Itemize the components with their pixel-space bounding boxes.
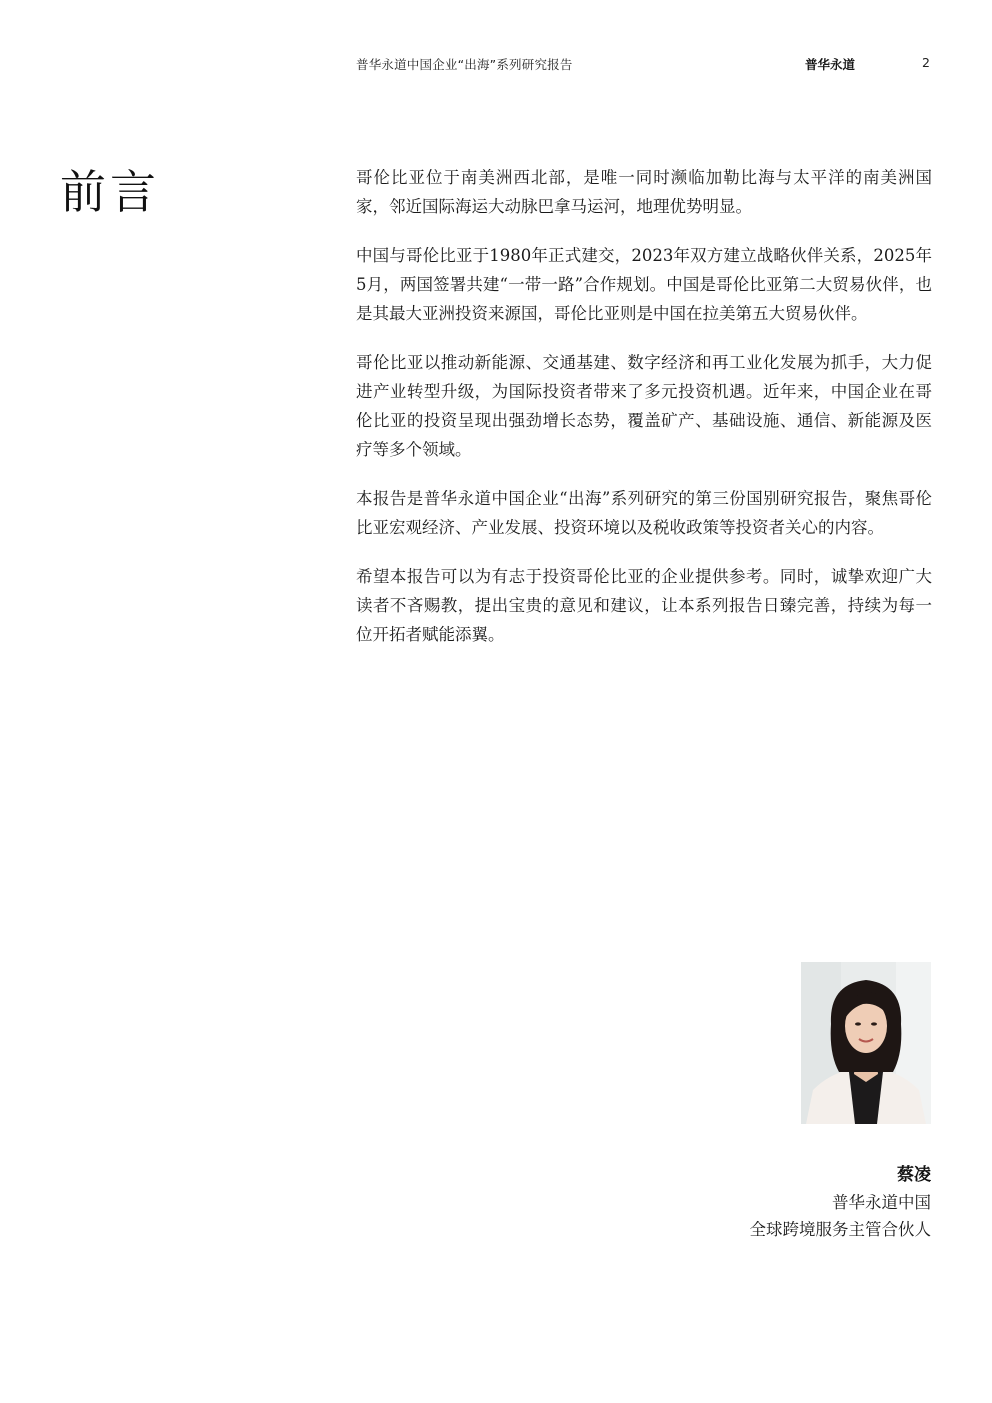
header-series-title: 普华永道中国企业“出海”系列研究报告 xyxy=(356,57,573,72)
author-portrait xyxy=(801,962,931,1124)
signatory-name: 蔡凌 xyxy=(897,1165,931,1185)
signatory-organization: 普华永道中国 xyxy=(832,1193,931,1212)
signature-block xyxy=(560,1162,931,1243)
paragraph-opportunities: 哥伦比亚以推动新能源、交通基建、数字经济和再工业化发展为抓手，大力促进产业转型升级，为国际投资者带来了多元投资机遇。近年来，中国企业在哥伦比亚的投资呈现出强劲增长态势，覆盖矿产、基础设施、通信、新能源及医疗等多个领域。 xyxy=(356,353,932,459)
paragraph-closing: 希望本报告可以为有志于投资哥伦比亚的企业提供参考。同时，诚挚欢迎广大读者不吝赐教，提出宝贵的意见和建议，让本系列报告日臻完善，持续为每一位开拓者赋能添翼。 xyxy=(356,567,932,644)
signatory-role: 全球跨境服务主管合伙人 xyxy=(749,1220,931,1239)
paragraph-relations: 中国与哥伦比亚于1980年正式建交，2023年双方建立战略伙伴关系，2025年5月，两国签署共建“一带一路”合作规划。中国是哥伦比亚第二大贸易伙伴，也是其最大亚洲投资来源国，哥伦比亚则是中国在拉美第五大贸易伙伴。 xyxy=(356,246,932,323)
page-number: 2 xyxy=(922,55,930,70)
page-title: 前言 xyxy=(60,165,160,219)
paragraph-intro: 哥伦比亚位于南美洲西北部，是唯一同时濒临加勒比海与太平洋的南美洲国家，邻近国际海运大动脉巴拿马运河，地理优势明显。 xyxy=(356,168,932,216)
paragraph-report-scope: 本报告是普华永道中国企业“出海”系列研究的第三份国别研究报告，聚焦哥伦比亚宏观经济、产业发展、投资环境以及税收政策等投资者关心的内容。 xyxy=(356,489,932,537)
header-brand-logo: 普华永道 xyxy=(805,57,856,72)
foreword-body xyxy=(356,163,932,669)
portrait-image xyxy=(801,962,931,1124)
